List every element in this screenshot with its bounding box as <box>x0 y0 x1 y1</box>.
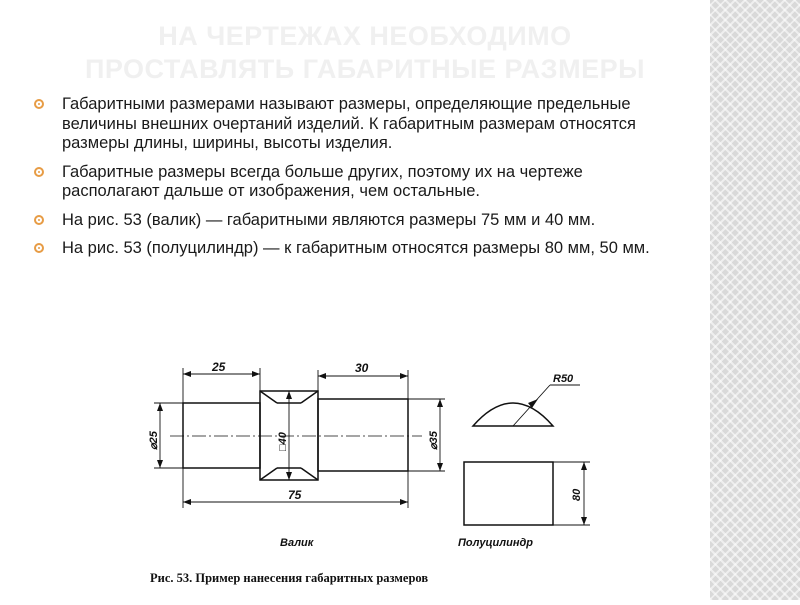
decorative-side-panel <box>710 0 800 600</box>
half-cylinder-top-view <box>473 403 553 426</box>
bullet-item <box>34 239 684 259</box>
arrow-head <box>400 499 408 505</box>
technical-drawing <box>140 358 600 600</box>
bullet-item <box>34 211 684 231</box>
arrow-head <box>286 472 292 480</box>
bullet-text: Габаритные размеры всегда больше других, поэтому их на чертеже располагают дальше от изображения, чем остальные. <box>62 162 583 200</box>
arrow-head <box>157 460 163 468</box>
drawing-svg <box>140 358 600 600</box>
dim-text-square: □40 <box>277 432 289 451</box>
bullet-icon <box>34 99 44 109</box>
arrow-head <box>286 391 292 399</box>
dim-text-total-length: 75 <box>288 488 302 502</box>
arrow-head <box>252 371 260 377</box>
dim-text-right-diameter: ⌀35 <box>428 431 440 450</box>
shaft-left-cylinder <box>183 403 260 468</box>
bullet-text: На рис. 53 (валик) — габаритными являются размеры 75 мм и 40 мм. <box>62 210 596 229</box>
bullet-icon <box>34 167 44 177</box>
bullet-icon <box>34 215 44 225</box>
bullet-text: Габаритными размерами называют размеры, определяющие предельные величины внешних очертаний изделий. К габаритным размерам относятся размеры длины, ширины, высоты изделия. <box>62 95 636 152</box>
dim-text-radius: R50 <box>553 373 574 385</box>
dim-text-left-diameter: ⌀25 <box>148 431 160 450</box>
bullet-list <box>34 95 684 268</box>
arrow-head <box>400 373 408 379</box>
slide-title-line-1: НА ЧЕРТЕЖАХ НЕОБХОДИМО <box>158 21 572 51</box>
arrow-head <box>183 499 191 505</box>
square-edge-line <box>260 468 277 480</box>
bullet-icon <box>34 243 44 253</box>
label-shaft: Валик <box>280 537 314 549</box>
shaft-right-cylinder <box>318 399 408 471</box>
dim-text-left-length: 25 <box>212 360 226 374</box>
slide-title-line-2: ПРОСТАВЛЯТЬ ГАБАРИТНЫЕ РАЗМЕРЫ <box>84 54 646 84</box>
square-edge-line <box>301 468 318 480</box>
arrow-head <box>581 517 587 525</box>
bullet-text: На рис. 53 (полуцилиндр) — к габаритным относятся размеры 80 мм, 50 мм. <box>62 239 650 257</box>
dim-text-height: 80 <box>571 488 583 501</box>
dim-text-right-length: 30 <box>355 361 369 375</box>
arrow-head <box>157 403 163 411</box>
slide-title <box>20 20 710 86</box>
bullet-item <box>34 163 684 202</box>
arrow-head <box>581 462 587 470</box>
label-half-cylinder: Полуцилиндр <box>458 537 533 549</box>
square-edge-line <box>260 391 277 403</box>
arrow-head <box>183 371 191 377</box>
arrow-head <box>437 463 443 471</box>
half-cylinder-front-view <box>464 462 553 525</box>
figure-caption: Рис. 53. Пример нанесения габаритных размеров <box>150 571 429 585</box>
bullet-item <box>34 95 684 154</box>
square-edge-line <box>301 391 318 403</box>
arrow-head <box>437 399 443 407</box>
arrow-head <box>318 373 326 379</box>
